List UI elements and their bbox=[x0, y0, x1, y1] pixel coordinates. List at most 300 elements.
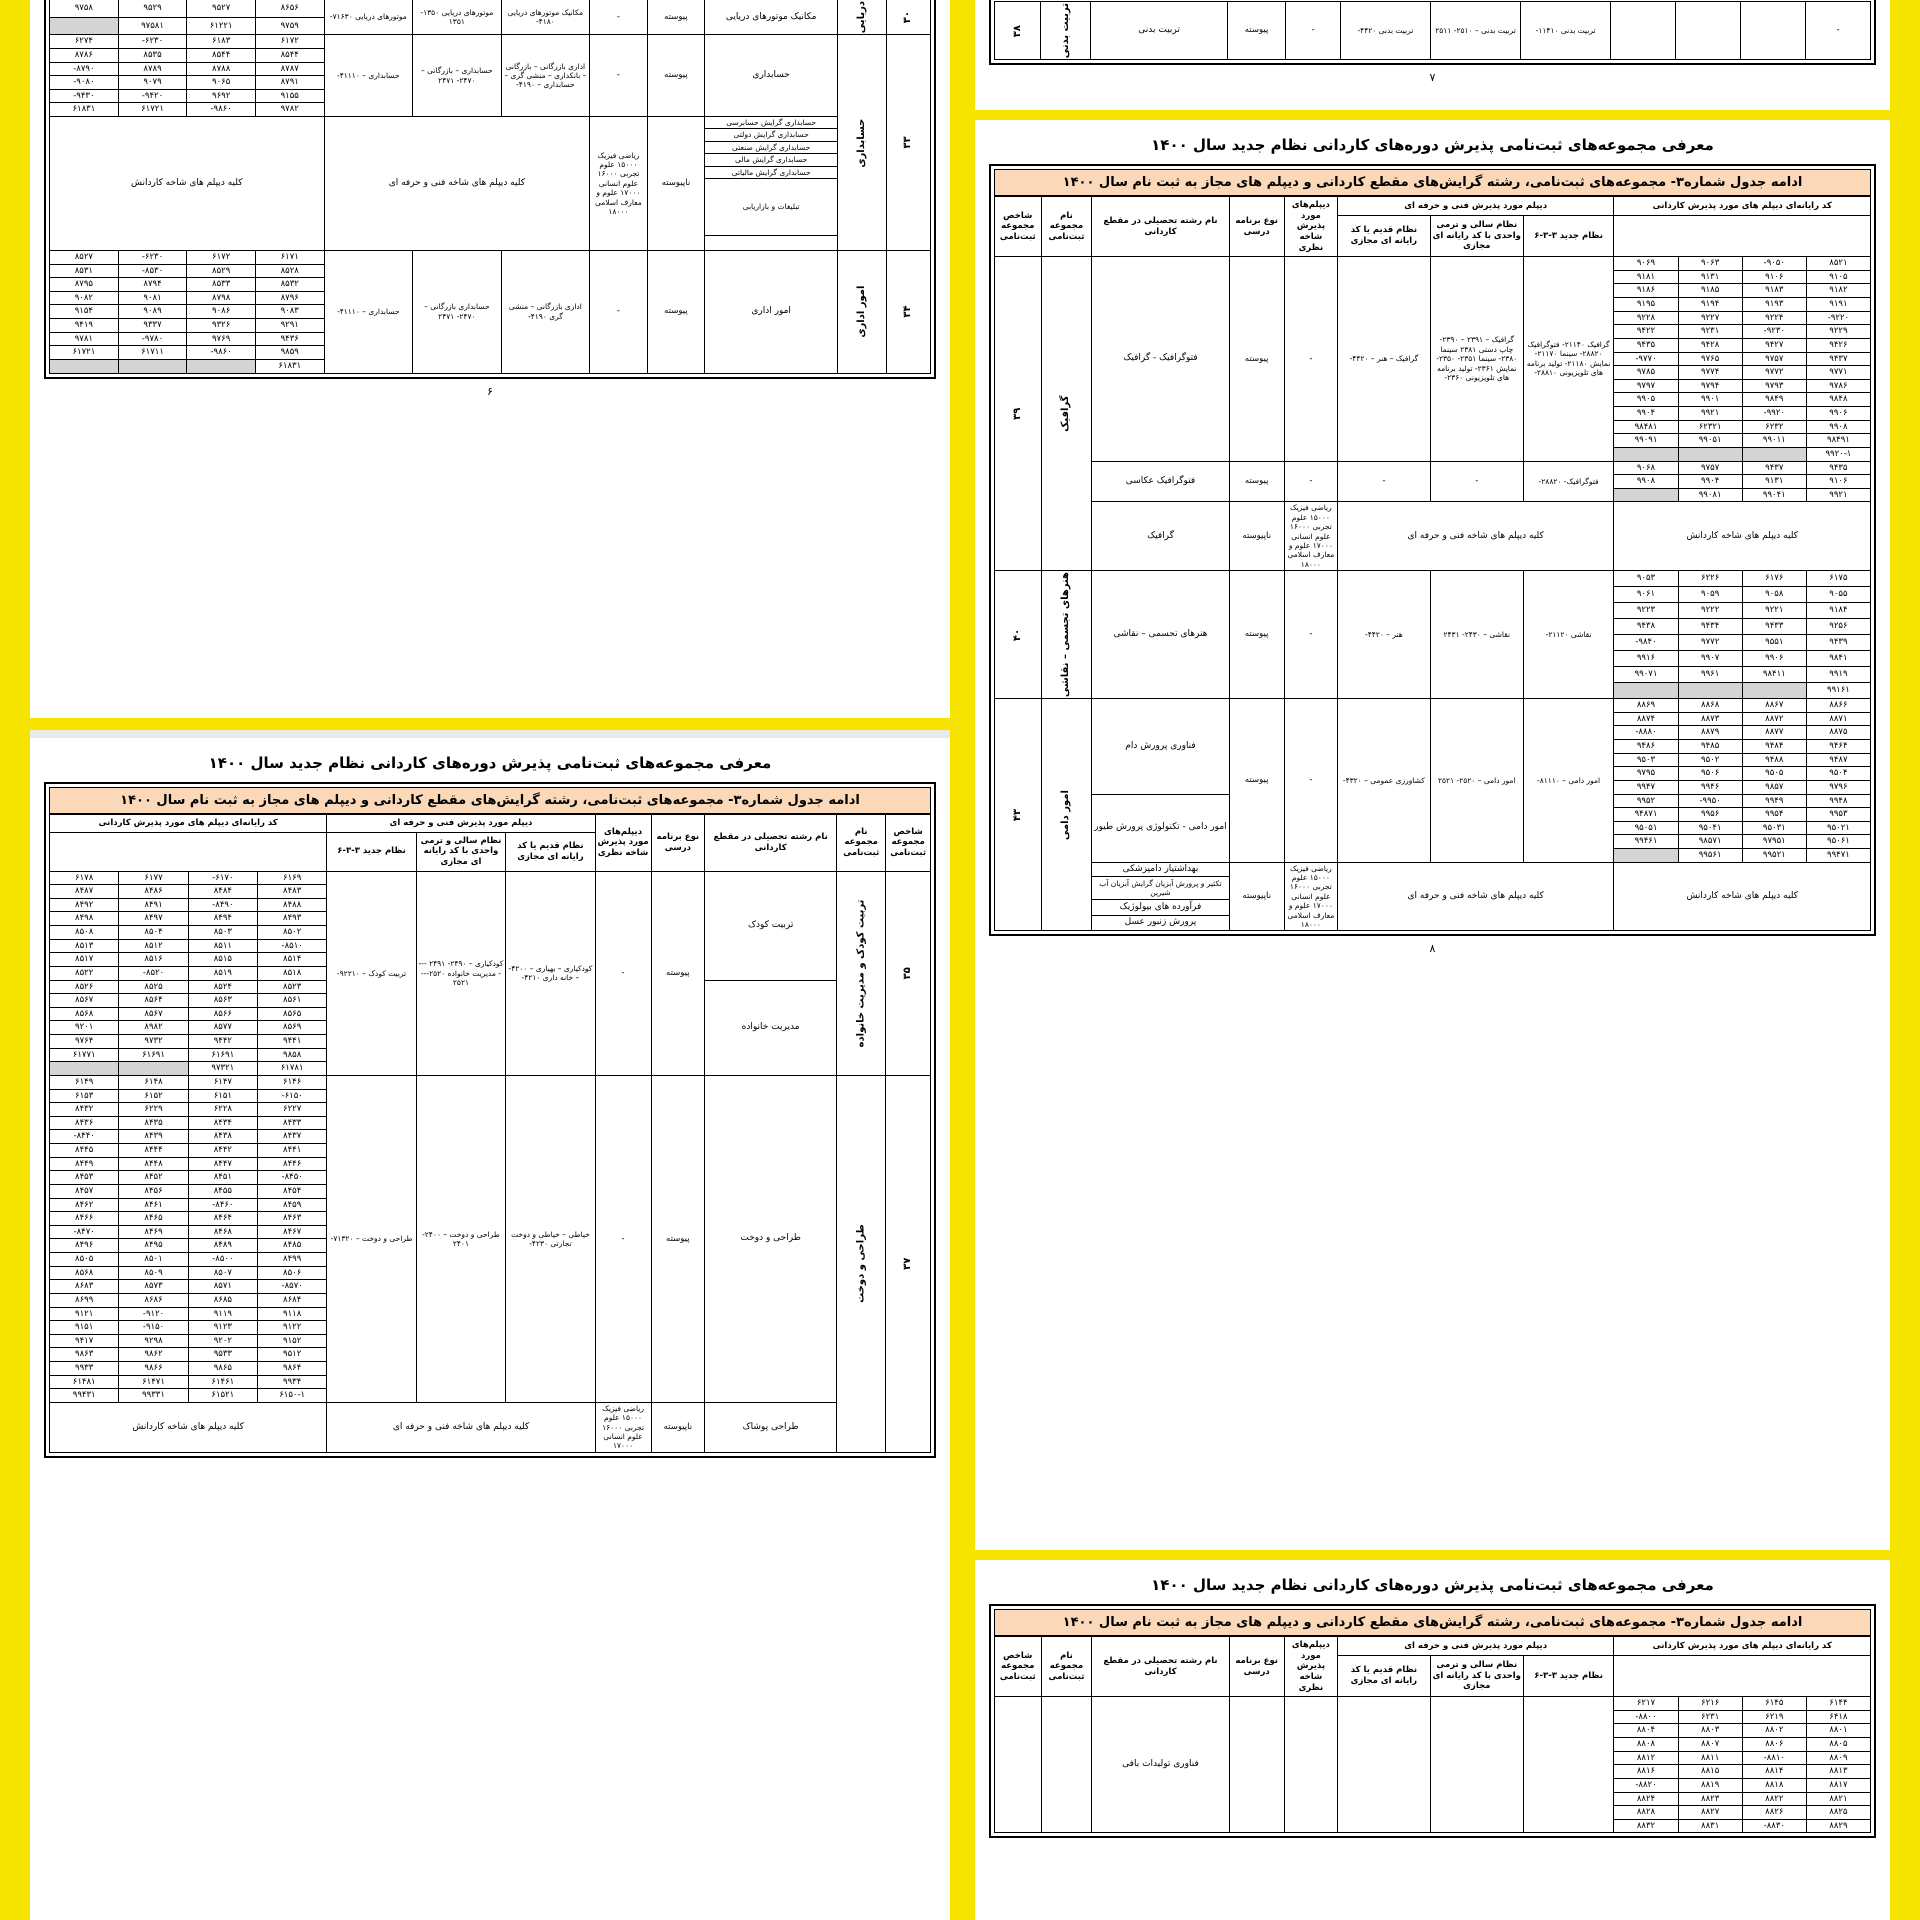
theory-cell: - bbox=[590, 0, 648, 35]
header-codes: کد رایانه‌ای دیپلم های مورد پذیرش کاردانی bbox=[1614, 197, 1871, 216]
code-cell: ۸۴۵۹ bbox=[258, 1198, 327, 1212]
code-cell: ۹۹۳۳۱ bbox=[119, 1389, 188, 1403]
code-cell: ۸۵۶۳ bbox=[188, 994, 257, 1008]
fanni-cell: گرافیک – هنر – ۴۴۲۰- bbox=[1337, 257, 1430, 461]
code-cell: ۹۹۰۶ bbox=[1742, 651, 1806, 667]
code-cell: ۹۹۴۷۱ bbox=[1806, 849, 1870, 863]
fanni-cell: اداری بازرگانی – بازرگانی – بانکداری – منشی گری – حسابداری – ۴۱۹۰- bbox=[501, 35, 590, 117]
code-cell: ۸۵۲۴ bbox=[188, 980, 257, 994]
code-cell: ۹۰۷۹ bbox=[118, 76, 187, 90]
course-type-cell: ناپیوسته bbox=[651, 1402, 705, 1452]
code-cell: ۶۱۷۲ bbox=[255, 35, 324, 49]
header-index: شاخص مجموعه ثبت‌نامی bbox=[886, 815, 931, 872]
group-name-cell: هنرهای تجسمی – نقاشی bbox=[1041, 571, 1092, 699]
code-cell: ۶۱۲۲۱ bbox=[187, 17, 256, 35]
code-cell: ۸۴۹۴ bbox=[188, 912, 257, 926]
code-cell: ۸۵۳۳ bbox=[187, 278, 256, 292]
code-cell: ۸۶۸۵ bbox=[188, 1293, 257, 1307]
code-cell: ۹۴۸۸ bbox=[1742, 753, 1806, 767]
header-course-type: نوع برنامه درسی bbox=[651, 815, 705, 872]
code-cell: ۹۲۲۰- bbox=[1806, 311, 1870, 325]
code-cell: ۹۱۵۰- bbox=[119, 1321, 188, 1335]
code-cell: ۸۴۸۸ bbox=[258, 898, 327, 912]
header-field: نام رشته تحصیلی در مقطع کاردانی bbox=[705, 815, 837, 872]
code-cell: ۸۵۰۳ bbox=[188, 926, 257, 940]
page-title: معرفی مجموعه‌های ثبت‌نامی پذیرش دوره‌های کاردانی نظام جدید سال ۱۴۰۰ bbox=[1151, 1576, 1714, 1594]
code-cell: ۹۴۸۵ bbox=[1678, 740, 1742, 754]
code-cell: ۶۲۳۲ bbox=[1742, 420, 1806, 434]
code-cell: ۹۴۸۷ bbox=[1806, 753, 1870, 767]
code-cell: ۹۸۶۲ bbox=[119, 1348, 188, 1362]
code-cell: ۹۰۸۳ bbox=[255, 305, 324, 319]
table-row bbox=[50, 1075, 931, 1089]
code-cell: ۸۸۲۷ bbox=[1678, 1806, 1742, 1820]
code-cell bbox=[1611, 2, 1676, 60]
registration-table-a bbox=[49, 0, 931, 374]
course-type-cell: پیوسته bbox=[1227, 2, 1286, 60]
code-cell: ۹۸۴۹۱ bbox=[1806, 434, 1870, 448]
code-cell: ۸۵۷۷ bbox=[188, 1021, 257, 1035]
theory-cell: ریاضی فیزیک ۱۵۰۰۰ علوم تجربی ۱۶۰۰۰ علوم انسانی ۱۷۰۰۰ علوم و معارف اسلامی ۱۸۰۰۰ bbox=[1284, 862, 1337, 931]
fanni-cell: اداری بازرگانی – منشی گری ۴۱۹۰- bbox=[501, 250, 590, 373]
code-cell: ۸۸۶۸ bbox=[1678, 699, 1742, 713]
code-cell: ۸۴۸۹ bbox=[188, 1239, 257, 1253]
header-theory: دیپلم‌های مورد پذیرش شاخه نظری bbox=[595, 815, 651, 872]
code-cell: ۹۹۰۸ bbox=[1806, 420, 1870, 434]
field-cell: تربیت کودک bbox=[705, 871, 837, 980]
header-codes: کد رایانه‌ای دیپلم های مورد پذیرش کاردانی bbox=[50, 815, 327, 833]
code-cell: ۸۵۶۴ bbox=[119, 994, 188, 1008]
header-theory: دیپلم‌های مورد پذیرش شاخه نظری bbox=[1284, 197, 1337, 257]
code-cell: ۹۷۶۴ bbox=[50, 1035, 119, 1049]
code-cell: ۹۸۵۷ bbox=[1742, 780, 1806, 794]
code-cell: ۶۱۴۸ bbox=[119, 1075, 188, 1089]
code-cell: ۸۸۷۵ bbox=[1806, 726, 1870, 740]
code-cell: ۸۴۹۸ bbox=[50, 912, 119, 926]
page-gap bbox=[30, 730, 950, 738]
group-name-cell: حسابداری bbox=[838, 35, 887, 251]
fanni-cell: کودکیاری – بهیاری – ۴۲۰۰- – خانه داری ۴۲۱۰- bbox=[506, 871, 595, 1075]
code-cell: ۹۹۰۹۱ bbox=[1614, 434, 1678, 448]
code-cell: ۹۱۸۲ bbox=[1806, 284, 1870, 298]
old-system-cell: موتورهای دریایی ۱۳۵۰- ۱۳۵۱ bbox=[413, 0, 502, 35]
code-cell: ۸۷۹۱ bbox=[255, 76, 324, 90]
header-index: شاخص مجموعه ثبت‌نامی bbox=[995, 1637, 1042, 1697]
registration-table-e bbox=[994, 1636, 1871, 1833]
theory-cell: - bbox=[590, 35, 648, 117]
code-cell: ۸۵۱۴ bbox=[258, 953, 327, 967]
code-cell: ۹۹۰۵ bbox=[1614, 393, 1678, 407]
code-cell: ۶۱۷۱۱ bbox=[118, 346, 187, 360]
code-cell: ۶۱۷۱ bbox=[255, 250, 324, 264]
code-cell: ۸۵۳۱ bbox=[50, 264, 119, 278]
code-cell: ۹۰۸۰- bbox=[50, 76, 119, 90]
code-cell: ۸۸۰۱ bbox=[1806, 1724, 1870, 1738]
code-cell: ۹۴۳۴ bbox=[1678, 619, 1742, 635]
subfield-cell-empty bbox=[705, 235, 838, 250]
code-cell: ۸۸۱۶ bbox=[1614, 1765, 1678, 1779]
code-cell-empty bbox=[1614, 447, 1678, 461]
code-cell: ۸۵۲۶ bbox=[50, 980, 119, 994]
code-cell: ۹۲۲۹ bbox=[1806, 325, 1870, 339]
code-cell: ۹۴۳۶ bbox=[255, 332, 324, 346]
code-cell: ۸۷۸۶ bbox=[50, 48, 119, 62]
table-frame-a bbox=[44, 0, 936, 379]
code-cell: ۹۶۹۲ bbox=[187, 89, 256, 103]
code-cell-empty bbox=[1614, 488, 1678, 502]
code-cell: ۹۷۳۲ bbox=[119, 1035, 188, 1049]
code-cell: ۸۵۷۰- bbox=[258, 1280, 327, 1294]
code-cell: ۸۸۷۹ bbox=[1678, 726, 1742, 740]
table-row bbox=[50, 250, 931, 264]
code-cell: ۹۴۳۹ bbox=[1806, 635, 1870, 651]
code-cell bbox=[1741, 2, 1806, 60]
code-cell: ۶۱۵۳ bbox=[50, 1089, 119, 1103]
code-cell: ۸۹۸۲ bbox=[119, 1021, 188, 1035]
code-cell: ۹۱۹۴ bbox=[1678, 298, 1742, 312]
code-cell: ۹۲۳۰- bbox=[1742, 325, 1806, 339]
code-cell: ۹۰۵۵ bbox=[1806, 587, 1870, 603]
code-cell: ۸۸۲۹ bbox=[1806, 1819, 1870, 1833]
code-cell: ۸۵۲۸ bbox=[255, 264, 324, 278]
theory-cell: - bbox=[1284, 257, 1337, 461]
code-cell: ۹۸۶۰- bbox=[187, 346, 256, 360]
code-cell: ۸۴۶۷ bbox=[258, 1225, 327, 1239]
code-cell: ۹۹۵۲ bbox=[1614, 794, 1678, 808]
code-cell: ۹۹۰۴ bbox=[1678, 475, 1742, 489]
page-number: ۸ bbox=[1429, 942, 1436, 956]
field-cell: هنرهای تجسمی – نقاشی bbox=[1092, 571, 1229, 699]
code-cell: ۹۴۲۰- bbox=[118, 89, 187, 103]
code-cell: ۸۴۴۴ bbox=[119, 1144, 188, 1158]
theory-cell: - bbox=[595, 871, 651, 1075]
code-cell: ۹۹۰۵۱ bbox=[1678, 434, 1742, 448]
code-cell: ۸۴۶۳ bbox=[258, 1212, 327, 1226]
code-cell: ۹۷۷۲ bbox=[1742, 366, 1806, 380]
code-cell: ۶۲۱۹ bbox=[1742, 1710, 1806, 1724]
code-cell: ۸۵۱۰- bbox=[258, 939, 327, 953]
code-cell: ۶۱۷۶ bbox=[1742, 571, 1806, 587]
code-cell: ۸۸۰۶ bbox=[1742, 1738, 1806, 1752]
code-cell: ۸۸۱۳ bbox=[1806, 1765, 1870, 1779]
code-cell: ۹۲۲۲ bbox=[1678, 603, 1742, 619]
code-cell-empty bbox=[187, 359, 256, 373]
code-cell: ۹۲۰۲ bbox=[188, 1334, 257, 1348]
code-cell: ۸۸۰۷ bbox=[1678, 1738, 1742, 1752]
code-cell: ۸۴۹۵ bbox=[119, 1239, 188, 1253]
table-row bbox=[50, 0, 931, 17]
code-cell: ۶۲۲۷ bbox=[258, 1103, 327, 1117]
code-cell: ۹۹۵۰- bbox=[1678, 794, 1742, 808]
header-unit-system: نظام سالی و ترمی واحدی با کد رایانه ای مجازی bbox=[416, 832, 505, 871]
code-cell: ۹۸۵۹ bbox=[255, 346, 324, 360]
table-row bbox=[995, 2, 1871, 60]
code-cell: ۹۸۵۷۱ bbox=[1678, 835, 1742, 849]
code-cell: ۸۸۶۶ bbox=[1806, 699, 1870, 713]
code-cell: ۶۱۵۰-۱ bbox=[258, 1389, 327, 1403]
code-cell: ۸۵۲۲ bbox=[50, 966, 119, 980]
code-cell bbox=[1676, 2, 1741, 60]
header-old-system: نظام قدیم یا کد رایانه ای مجازی bbox=[1337, 1655, 1430, 1696]
code-cell: ۹۴۲۲ bbox=[1614, 325, 1678, 339]
code-cell: ۸۸۷۲ bbox=[1742, 712, 1806, 726]
code-cell: ۹۹۴۷ bbox=[1614, 780, 1678, 794]
code-cell: ۹۷۹۵۱ bbox=[1742, 835, 1806, 849]
code-cell: ۸۸۶۹ bbox=[1614, 699, 1678, 713]
code-cell: ۸۵۱۹ bbox=[188, 966, 257, 980]
code-cell: ۸۵۰۱ bbox=[119, 1253, 188, 1267]
code-cell: ۶۱۴۷ bbox=[188, 1075, 257, 1089]
theory-cell: - bbox=[1284, 699, 1337, 863]
registration-table-c bbox=[994, 1, 1871, 60]
code-cell: ۸۴۵۷ bbox=[50, 1184, 119, 1198]
code-cell: ۸۸۳۱ bbox=[1678, 1819, 1742, 1833]
code-cell: ۹۲۰۱ bbox=[50, 1021, 119, 1035]
header-field: نام رشته تحصیلی در مقطع کاردانی bbox=[1092, 1637, 1229, 1697]
code-cell: ۸۴۳۳ bbox=[258, 1116, 327, 1130]
page-six-top bbox=[30, 0, 950, 718]
code-cell: ۸۴۷۰- bbox=[50, 1225, 119, 1239]
code-cell: ۹۷۵۷ bbox=[1678, 461, 1742, 475]
subfield-cell: حسابداری گرایش مالیاتی bbox=[705, 166, 838, 178]
course-type-cell: پیوسته bbox=[651, 871, 705, 1075]
code-cell: ۹۹۲۰-۱ bbox=[1806, 447, 1870, 461]
code-cell: ۸۸۷۴ bbox=[1614, 712, 1678, 726]
theory-cell: ریاضی فیزیک ۱۵۰۰۰ علوم تجربی ۱۶۰۰۰ علوم انسانی ۱۷۰۰۰ علوم و معارف اسلامی ۱۸۰۰۰ bbox=[590, 117, 648, 251]
code-cell: ۸۸۱۰- bbox=[1742, 1751, 1806, 1765]
code-cell: ۹۹۲۱ bbox=[1806, 488, 1870, 502]
code-cell: ۹۹۰۷ bbox=[1678, 651, 1742, 667]
registration-table-d bbox=[994, 196, 1871, 931]
subfield-cell: حسابداری گرایش حسابرسی bbox=[705, 117, 838, 129]
code-cell: ۸۴۵۳ bbox=[50, 1171, 119, 1185]
new-system-cell: طراحی و دوخت – ۷۱۳۲۰- bbox=[327, 1075, 416, 1402]
code-cell: ۸۵۲۱ bbox=[1806, 257, 1870, 271]
code-cell: ۸۸۲۰- bbox=[1614, 1778, 1678, 1792]
code-cell-empty bbox=[1678, 447, 1742, 461]
code-cell: ۸۵۱۸ bbox=[258, 966, 327, 980]
code-cell: ۸۴۹۶ bbox=[50, 1239, 119, 1253]
table-frame-e bbox=[989, 1604, 1876, 1838]
code-cell: ۶۱۷۸ bbox=[50, 871, 119, 885]
code-cell: ۶۱۴۵ bbox=[1742, 1697, 1806, 1711]
code-cell: ۹۴۲۸ bbox=[1678, 338, 1742, 352]
code-cell: ۹۰۸۲ bbox=[50, 291, 119, 305]
code-cell: ۹۴۱۷ bbox=[50, 1334, 119, 1348]
code-cell: ۸۴۵۵ bbox=[188, 1184, 257, 1198]
code-cell: ۹۹۶۱ bbox=[1678, 667, 1742, 683]
header-unit-system: نظام سالی و ترمی واحدی با کد رایانه ای مجازی bbox=[1430, 1655, 1523, 1696]
theory-cell: - bbox=[590, 250, 648, 373]
new-system-cell: فتوگرافیک- ۲۸۸۲۰- bbox=[1523, 461, 1614, 502]
index-cell: ۳۷ bbox=[886, 1075, 931, 1452]
code-cell: ۶۲۲۹ bbox=[119, 1103, 188, 1117]
code-cell: ۹۸۵۸ bbox=[258, 1048, 327, 1062]
table-row bbox=[995, 571, 1871, 587]
index-cell: ۳۰ bbox=[886, 0, 930, 35]
code-cell: ۸۴۹۳ bbox=[258, 912, 327, 926]
header-theory: دیپلم‌های مورد پذیرش شاخه نظری bbox=[1284, 1637, 1337, 1697]
code-cell: ۸۵۲۵ bbox=[119, 980, 188, 994]
code-cell: ۹۷۹۵ bbox=[1614, 767, 1678, 781]
header-index: شاخص مجموعه ثبت‌نامی bbox=[995, 197, 1042, 257]
code-cell: ۹۹۵۳ bbox=[1806, 808, 1870, 822]
field-cell: مکانیک موتورهای دریایی bbox=[705, 0, 838, 35]
code-cell: ۶۱۴۹ bbox=[50, 1075, 119, 1089]
code-cell: ۸۵۰۰- bbox=[188, 1253, 257, 1267]
code-cell: ۶۱۸۳۱ bbox=[50, 103, 119, 117]
code-cell: ۸۶۵۶ bbox=[255, 0, 324, 17]
code-cell-empty bbox=[1614, 683, 1678, 699]
page-number: ۶ bbox=[487, 384, 493, 398]
fanni-cell: کلیه دیپلم های شاخه فنی و حرفه ای bbox=[327, 1402, 595, 1452]
code-cell: ۸۴۵۶ bbox=[119, 1184, 188, 1198]
code-cell: ۹۷۸۵ bbox=[1614, 366, 1678, 380]
index-cell: ۳۹ bbox=[995, 257, 1042, 571]
code-cell: ۶۲۱۶ bbox=[1678, 1697, 1742, 1711]
code-cell: ۹۹۰۴ bbox=[1614, 407, 1678, 421]
field-cell: طراحی و دوخت bbox=[705, 1075, 837, 1402]
course-type-cell: پیوسته bbox=[647, 250, 705, 373]
code-cell: ۸۵۶۸ bbox=[50, 1007, 119, 1021]
new-system-cell: تربیت کودک – ۹۲۲۱۰- bbox=[327, 871, 416, 1075]
table-row bbox=[995, 699, 1871, 713]
code-cell: ۹۸۶۴ bbox=[258, 1362, 327, 1376]
code-cell: ۸۵۲۰- bbox=[119, 966, 188, 980]
code-cell: ۶۲۳۰- bbox=[118, 250, 187, 264]
code-cell: ۹۸۴۸ bbox=[1806, 393, 1870, 407]
code-cell: ۶۲۲۶ bbox=[1678, 571, 1742, 587]
code-cell: - bbox=[1806, 2, 1871, 60]
table-row bbox=[50, 35, 931, 49]
code-cell: ۹۴۸۶ bbox=[1614, 740, 1678, 754]
code-cell: ۹۵۰۵ bbox=[1742, 767, 1806, 781]
code-cell: ۹۱۸۳ bbox=[1742, 284, 1806, 298]
theory-cell: ریاضی فیزیک ۱۵۰۰۰ علوم تجربی ۱۶۰۰۰ علوم انسانی ۱۷۰۰۰ bbox=[595, 1402, 651, 1452]
code-cell: ۹۱۱۹ bbox=[188, 1307, 257, 1321]
code-cell: ۹۹۵۶ bbox=[1678, 808, 1742, 822]
code-cell: ۹۹۰۶ bbox=[1806, 407, 1870, 421]
code-cell: ۸۷۹۰- bbox=[50, 62, 119, 76]
old-system-cell bbox=[1337, 1697, 1430, 1833]
code-cell: ۹۵۰۵۱ bbox=[1614, 821, 1678, 835]
field-cell: پرورش زنبور عسل bbox=[1092, 915, 1229, 931]
code-cell: ۶۱۸۳۱ bbox=[255, 359, 324, 373]
subfield-cell: حسابداری گرایش مالی bbox=[705, 154, 838, 166]
page-number: ۷ bbox=[1429, 71, 1436, 85]
field-cell: فناوری پرورش دام bbox=[1092, 699, 1229, 794]
code-cell: ۹۷۶۵ bbox=[1678, 352, 1742, 366]
code-cell: ۹۹۰۱۱ bbox=[1742, 434, 1806, 448]
old-system-cell: تربیت بدنی – ۲۵۱۰- ۲۵۱۱ bbox=[1430, 2, 1520, 60]
code-cell: ۹۸۴۸۱ bbox=[1614, 420, 1678, 434]
code-cell: ۸۵۱۳ bbox=[50, 939, 119, 953]
code-cell: ۹۹۱۹ bbox=[1806, 667, 1870, 683]
old-system-cell: حسابداری – بازرگانی – ۲۴۷۰- ۲۴۷۱ bbox=[413, 35, 502, 117]
code-cell: ۸۴۳۶ bbox=[50, 1116, 119, 1130]
kardanesh-cell: کلیه دیپلم های شاخه کاردانش bbox=[1614, 862, 1871, 931]
code-cell: ۶۱۵۲ bbox=[119, 1089, 188, 1103]
code-cell: ۸۸۲۱ bbox=[1806, 1792, 1870, 1806]
code-cell: ۶۱۶۹ bbox=[258, 871, 327, 885]
code-cell: ۹۵۲۷ bbox=[187, 0, 256, 17]
code-cell: ۶۱۷۰- bbox=[188, 871, 257, 885]
index-cell: ۳۵ bbox=[886, 871, 931, 1075]
code-cell: ۸۸۰۲ bbox=[1742, 1724, 1806, 1738]
header-codes: کد رایانه‌ای دیپلم های مورد پذیرش کاردانی bbox=[1614, 1637, 1871, 1656]
code-cell: ۸۵۳۰- bbox=[118, 264, 187, 278]
code-cell: ۹۷۵۸۱ bbox=[118, 17, 187, 35]
code-cell: ۹۹۵۴ bbox=[1742, 808, 1806, 822]
code-cell: ۸۸۱۹ bbox=[1678, 1778, 1742, 1792]
page-seven-top-strip bbox=[975, 0, 1890, 110]
header-name: نام مجموعه ثبت‌نامی bbox=[1041, 1637, 1092, 1697]
code-cell: ۸۵۰۲ bbox=[258, 926, 327, 940]
table-frame-c bbox=[989, 0, 1876, 65]
code-cell: ۹۷۸۱ bbox=[50, 332, 119, 346]
code-cell: ۸۴۴۱ bbox=[258, 1144, 327, 1158]
code-cell: ۸۸۱۵ bbox=[1678, 1765, 1742, 1779]
code-cell: ۹۵۲۹ bbox=[118, 0, 187, 17]
course-type-cell: پیوسته bbox=[1229, 257, 1284, 461]
kardanesh-cell: کلیه دیپلم های شاخه کاردانش bbox=[1614, 502, 1871, 571]
field-cell: فرآورده های بیولوژیک bbox=[1092, 900, 1229, 916]
old-system-cell: گرافیک – ۲۳۹۱ – ۲۳۹۰- چاپ دستی ۲۳۸۱ سینما ۲۳۸۰- سینما ۲۳۵۱- ۲۳۵۰- نمایش ۲۳۶۱- تولید برنامه های تلویزیونی ۲۳۶۰- bbox=[1430, 257, 1523, 461]
fanni-cell: کلیه دیپلم های شاخه فنی و حرفه ای bbox=[1337, 862, 1614, 931]
code-cell: ۸۸۰۸ bbox=[1614, 1738, 1678, 1752]
code-cell: ۸۵۰۸ bbox=[50, 926, 119, 940]
code-cell: ۸۸۲۴ bbox=[1614, 1792, 1678, 1806]
header-field: نام رشته تحصیلی در مقطع کاردانی bbox=[1092, 197, 1229, 257]
code-cell: ۹۰۵۳ bbox=[1614, 571, 1678, 587]
code-cell: ۸۴۹۱ bbox=[119, 898, 188, 912]
course-type-cell: ناپیوسته bbox=[647, 117, 705, 251]
code-cell: ۸۸۱۱ bbox=[1678, 1751, 1742, 1765]
new-system-cell: گرافیک ۲۱۱۴۰- فتوگرافیک ۲۸۸۲۰- سینما ۲۱۱۷۰- نمایش ۲۱۱۸۰- تولید برنامه های تلویزیونی ۲۸۸۱۰- bbox=[1523, 257, 1614, 461]
field-cell: گرافیک bbox=[1092, 502, 1229, 571]
code-cell: ۸۵۱۲ bbox=[119, 939, 188, 953]
code-cell: ۸۴۴۹ bbox=[50, 1157, 119, 1171]
new-system-cell: حسابداری – ۴۱۱۱۰- bbox=[324, 35, 413, 117]
code-cell: ۹۸۴۱۱ bbox=[1742, 667, 1806, 683]
code-cell: ۸۴۴۶ bbox=[258, 1157, 327, 1171]
code-cell: ۸۵۶۶ bbox=[188, 1007, 257, 1021]
code-cell: ۸۴۸۵ bbox=[258, 1239, 327, 1253]
code-cell: ۸۴۶۸ bbox=[188, 1225, 257, 1239]
code-cell: ۹۹۱۶ bbox=[1614, 651, 1678, 667]
code-cell: ۶۱۷۲۱ bbox=[118, 103, 187, 117]
field-cell: فناوری تولیدات بافی bbox=[1092, 1697, 1229, 1833]
code-cell: ۸۴۶۰- bbox=[188, 1198, 257, 1212]
code-cell: ۸۵۴۴ bbox=[187, 48, 256, 62]
code-cell: ۹۰۵۰- bbox=[1742, 257, 1806, 271]
code-cell: ۹۰۶۸ bbox=[1614, 461, 1678, 475]
new-system-cell: تربیت بدنی ۱۱۴۱۰- bbox=[1521, 2, 1611, 60]
code-cell: ۸۴۳۲ bbox=[50, 1103, 119, 1117]
code-cell: ۶۲۲۸ bbox=[188, 1103, 257, 1117]
code-cell-empty bbox=[1614, 849, 1678, 863]
table-caption: ادامه جدول شماره۳- مجموعه‌های ثبت‌نامی، رشته گرایش‌های مقطع کاردانی و دیپلم های مجاز به ثبت نام سال ۱۴۰۰ bbox=[994, 1609, 1871, 1636]
old-system-cell: حسابداری بازرگانی – ۲۴۷۰- ۲۴۷۱ bbox=[413, 250, 502, 373]
field-cell: حسابداری bbox=[705, 35, 838, 117]
code-cell: ۸۵۷۱ bbox=[188, 1280, 257, 1294]
code-cell: ۶۱۴۶ bbox=[258, 1075, 327, 1089]
table-row bbox=[995, 257, 1871, 271]
fanni-cell: کشاورزی عمومی – ۴۳۲۰- bbox=[1337, 699, 1430, 863]
header-course-type: نوع برنامه درسی bbox=[1229, 1637, 1284, 1697]
table-header-row bbox=[50, 815, 931, 833]
field-cell: تکثیر و پرورش آبزیان گرایش آبزیان آب شیرین bbox=[1092, 876, 1229, 899]
